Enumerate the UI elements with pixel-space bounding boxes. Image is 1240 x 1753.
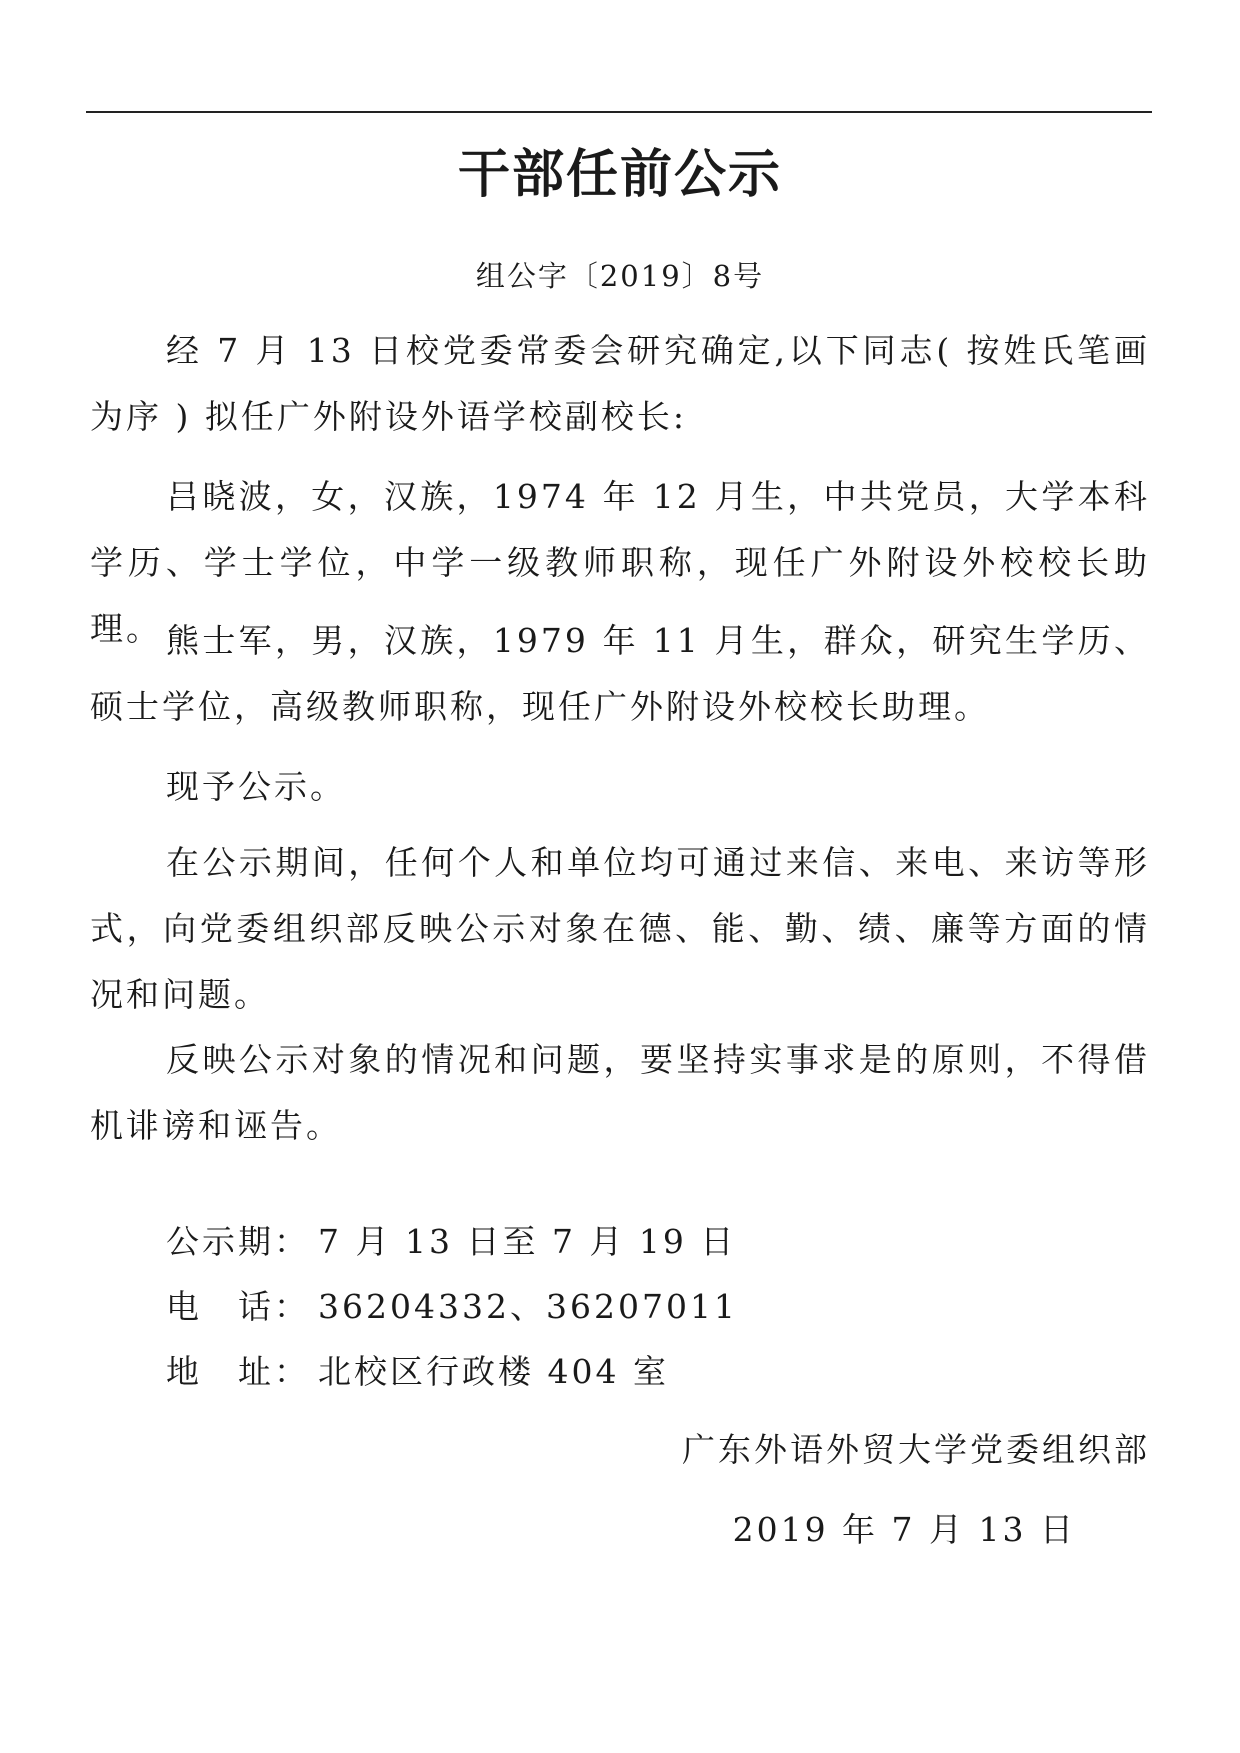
info-phone-label: 电 话： bbox=[166, 1287, 310, 1326]
info-period bbox=[166, 1220, 736, 1264]
info-period-value: 7 月 13 日至 7 月 19 日 bbox=[318, 1222, 737, 1261]
info-phone bbox=[166, 1285, 738, 1329]
document-number: 组公字〔2019〕8号 bbox=[475, 259, 765, 293]
document-title: 干部任前公示 bbox=[457, 145, 782, 205]
signature-date: 2019 年 7 月 13 日 bbox=[732, 1510, 1076, 1549]
info-address-label: 地 址： bbox=[166, 1352, 310, 1391]
info-address bbox=[166, 1350, 669, 1394]
info-period-label: 公示期： bbox=[166, 1222, 310, 1261]
signer: 广东外语外贸大学党委组织部 bbox=[682, 1430, 1150, 1469]
paragraph-candidate-2: 熊士军，男，汉族，1979 年 11 月生，群众，研究生学历、硕士学位，高级教师职称，现任广外附设外校校长助理。 bbox=[90, 621, 1150, 726]
paragraph-intro: 经 7 月 13 日校党委常委会研究确定,以下同志( 按姓氏笔画为序 ) 拟任广外附设外语学校副校长: bbox=[90, 331, 1150, 436]
paragraph-candidate-1: 吕晓波，女，汉族，1974 年 12 月生，中共党员，大学本科学历、学士学位，中学一级教师职称，现任广外附设外校校长助理。 bbox=[90, 477, 1150, 648]
paragraph-announcement: 现予公示。 bbox=[166, 767, 346, 806]
info-phone-value: 36204332、36207011 bbox=[318, 1287, 738, 1326]
paragraph-feedback: 在公示期间，任何个人和单位均可通过来信、来电、来访等形式，向党委组织部反映公示对象在德、能、勤、绩、廉等方面的情况和问题。 bbox=[90, 843, 1150, 1014]
header-rule bbox=[86, 111, 1152, 113]
paragraph-principle: 反映公示对象的情况和问题，要坚持实事求是的原则，不得借机诽谤和诬告。 bbox=[90, 1040, 1150, 1145]
info-address-value: 北校区行政楼 404 室 bbox=[318, 1352, 669, 1391]
